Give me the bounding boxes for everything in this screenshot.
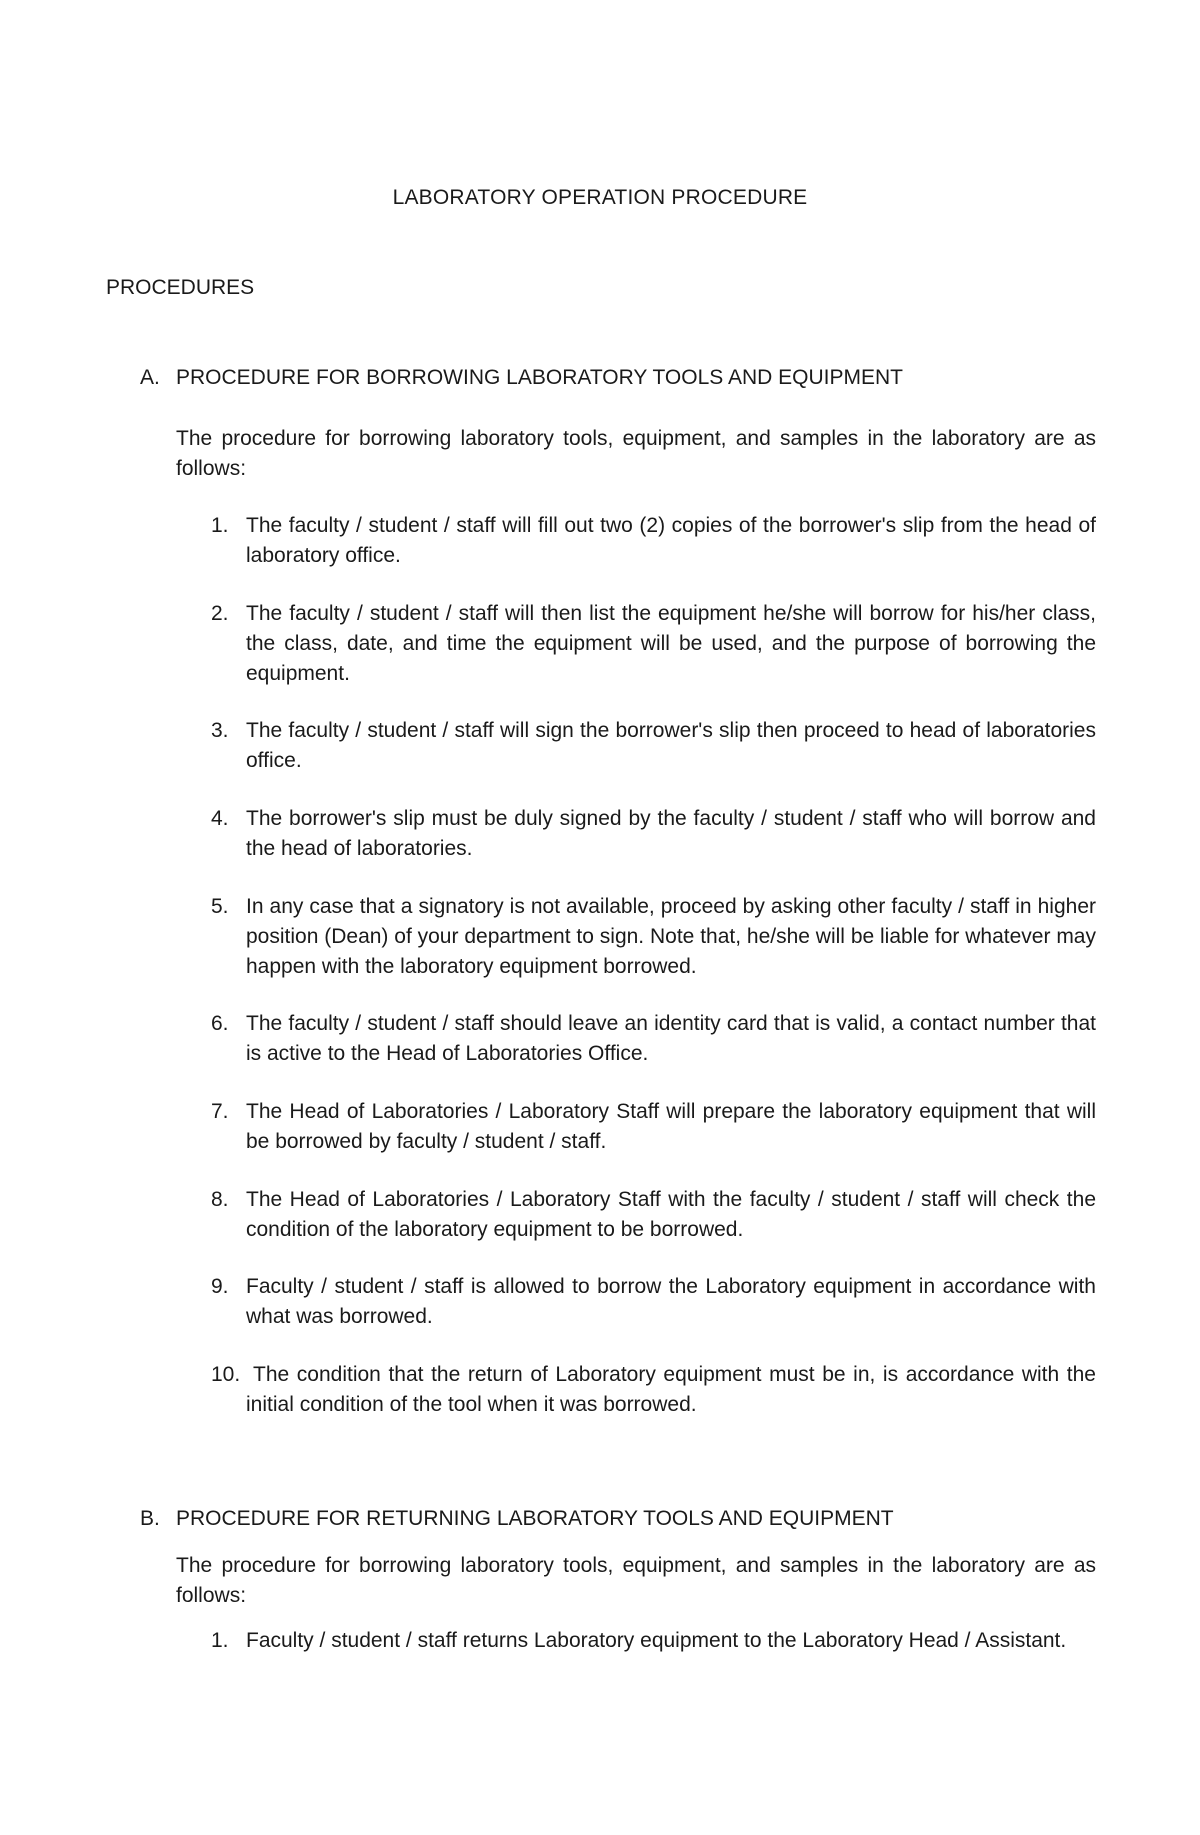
step-text: The borrower's slip must be duly signed by the faculty / student / staff who will borrow and the head of laboratories. [246, 807, 1096, 860]
section-letter: A. [140, 366, 160, 389]
step-text: In any case that a signatory is not available, proceed by asking other faculty / staff in higher position (Dean) of your department to sign. Note that, he/she will be liable for whatever may happen with the laboratory equipment borrowed. [246, 895, 1096, 978]
step-number: 10. [211, 1363, 241, 1386]
step-number: 5. [211, 895, 229, 918]
step-text: The faculty / student / staff will sign the borrower's slip then proceed to head of laboratories office. [246, 719, 1096, 772]
step-number: 7. [211, 1100, 229, 1123]
section-heading [140, 366, 903, 390]
step-number: 4. [211, 807, 229, 830]
step-text: Faculty / student / staff returns Laboratory equipment to the Laboratory Head / Assistant. [246, 1629, 1067, 1652]
step-text: The Head of Laboratories / Laboratory Staff with the faculty / student / staff will check the condition of the laboratory equipment to be borrowed. [246, 1188, 1096, 1241]
section-heading [140, 1507, 894, 1531]
step-text: The faculty / student / staff will fill out two (2) copies of the borrower's slip from the head of laboratory office. [246, 514, 1096, 567]
step-number: 3. [211, 719, 229, 742]
step-text: The faculty / student / staff will then list the equipment he/she will borrow for his/her class, the class, date, and time the equipment will be used, and the purpose of borrowing the equipment. [246, 602, 1096, 685]
section-intro: The procedure for borrowing laboratory tools, equipment, and samples in the laboratory are as follows: [176, 1554, 1096, 1607]
step-text: The faculty / student / staff should leave an identity card that is valid, a contact number that is active to the Head of Laboratories Office. [246, 1012, 1096, 1065]
step-text: The condition that the return of Laboratory equipment must be in, is accordance with the initial condition of the tool when it was borrowed. [246, 1363, 1096, 1416]
section-intro: The procedure for borrowing laboratory tools, equipment, and samples in the laboratory are as follows: [176, 427, 1096, 480]
section-heading-text: PROCEDURE FOR RETURNING LABORATORY TOOLS AND EQUIPMENT [176, 1507, 894, 1530]
document-title: LABORATORY OPERATION PROCEDURE [392, 186, 808, 209]
step-number: 1. [211, 1629, 229, 1652]
step-number: 6. [211, 1012, 229, 1035]
step-text: The Head of Laboratories / Laboratory Staff will prepare the laboratory equipment that will be borrowed by faculty / student / staff. [246, 1100, 1096, 1153]
step-number: 1. [211, 514, 229, 537]
section-letter: B. [140, 1507, 160, 1530]
step-number: 2. [211, 602, 229, 625]
procedures-heading: PROCEDURES [106, 276, 255, 299]
section-heading-text: PROCEDURE FOR BORROWING LABORATORY TOOLS AND EQUIPMENT [176, 366, 903, 389]
step-number: 9. [211, 1275, 229, 1298]
step-text: Faculty / student / staff is allowed to borrow the Laboratory equipment in accordance with what was borrowed. [246, 1275, 1096, 1328]
step-number: 8. [211, 1188, 229, 1211]
